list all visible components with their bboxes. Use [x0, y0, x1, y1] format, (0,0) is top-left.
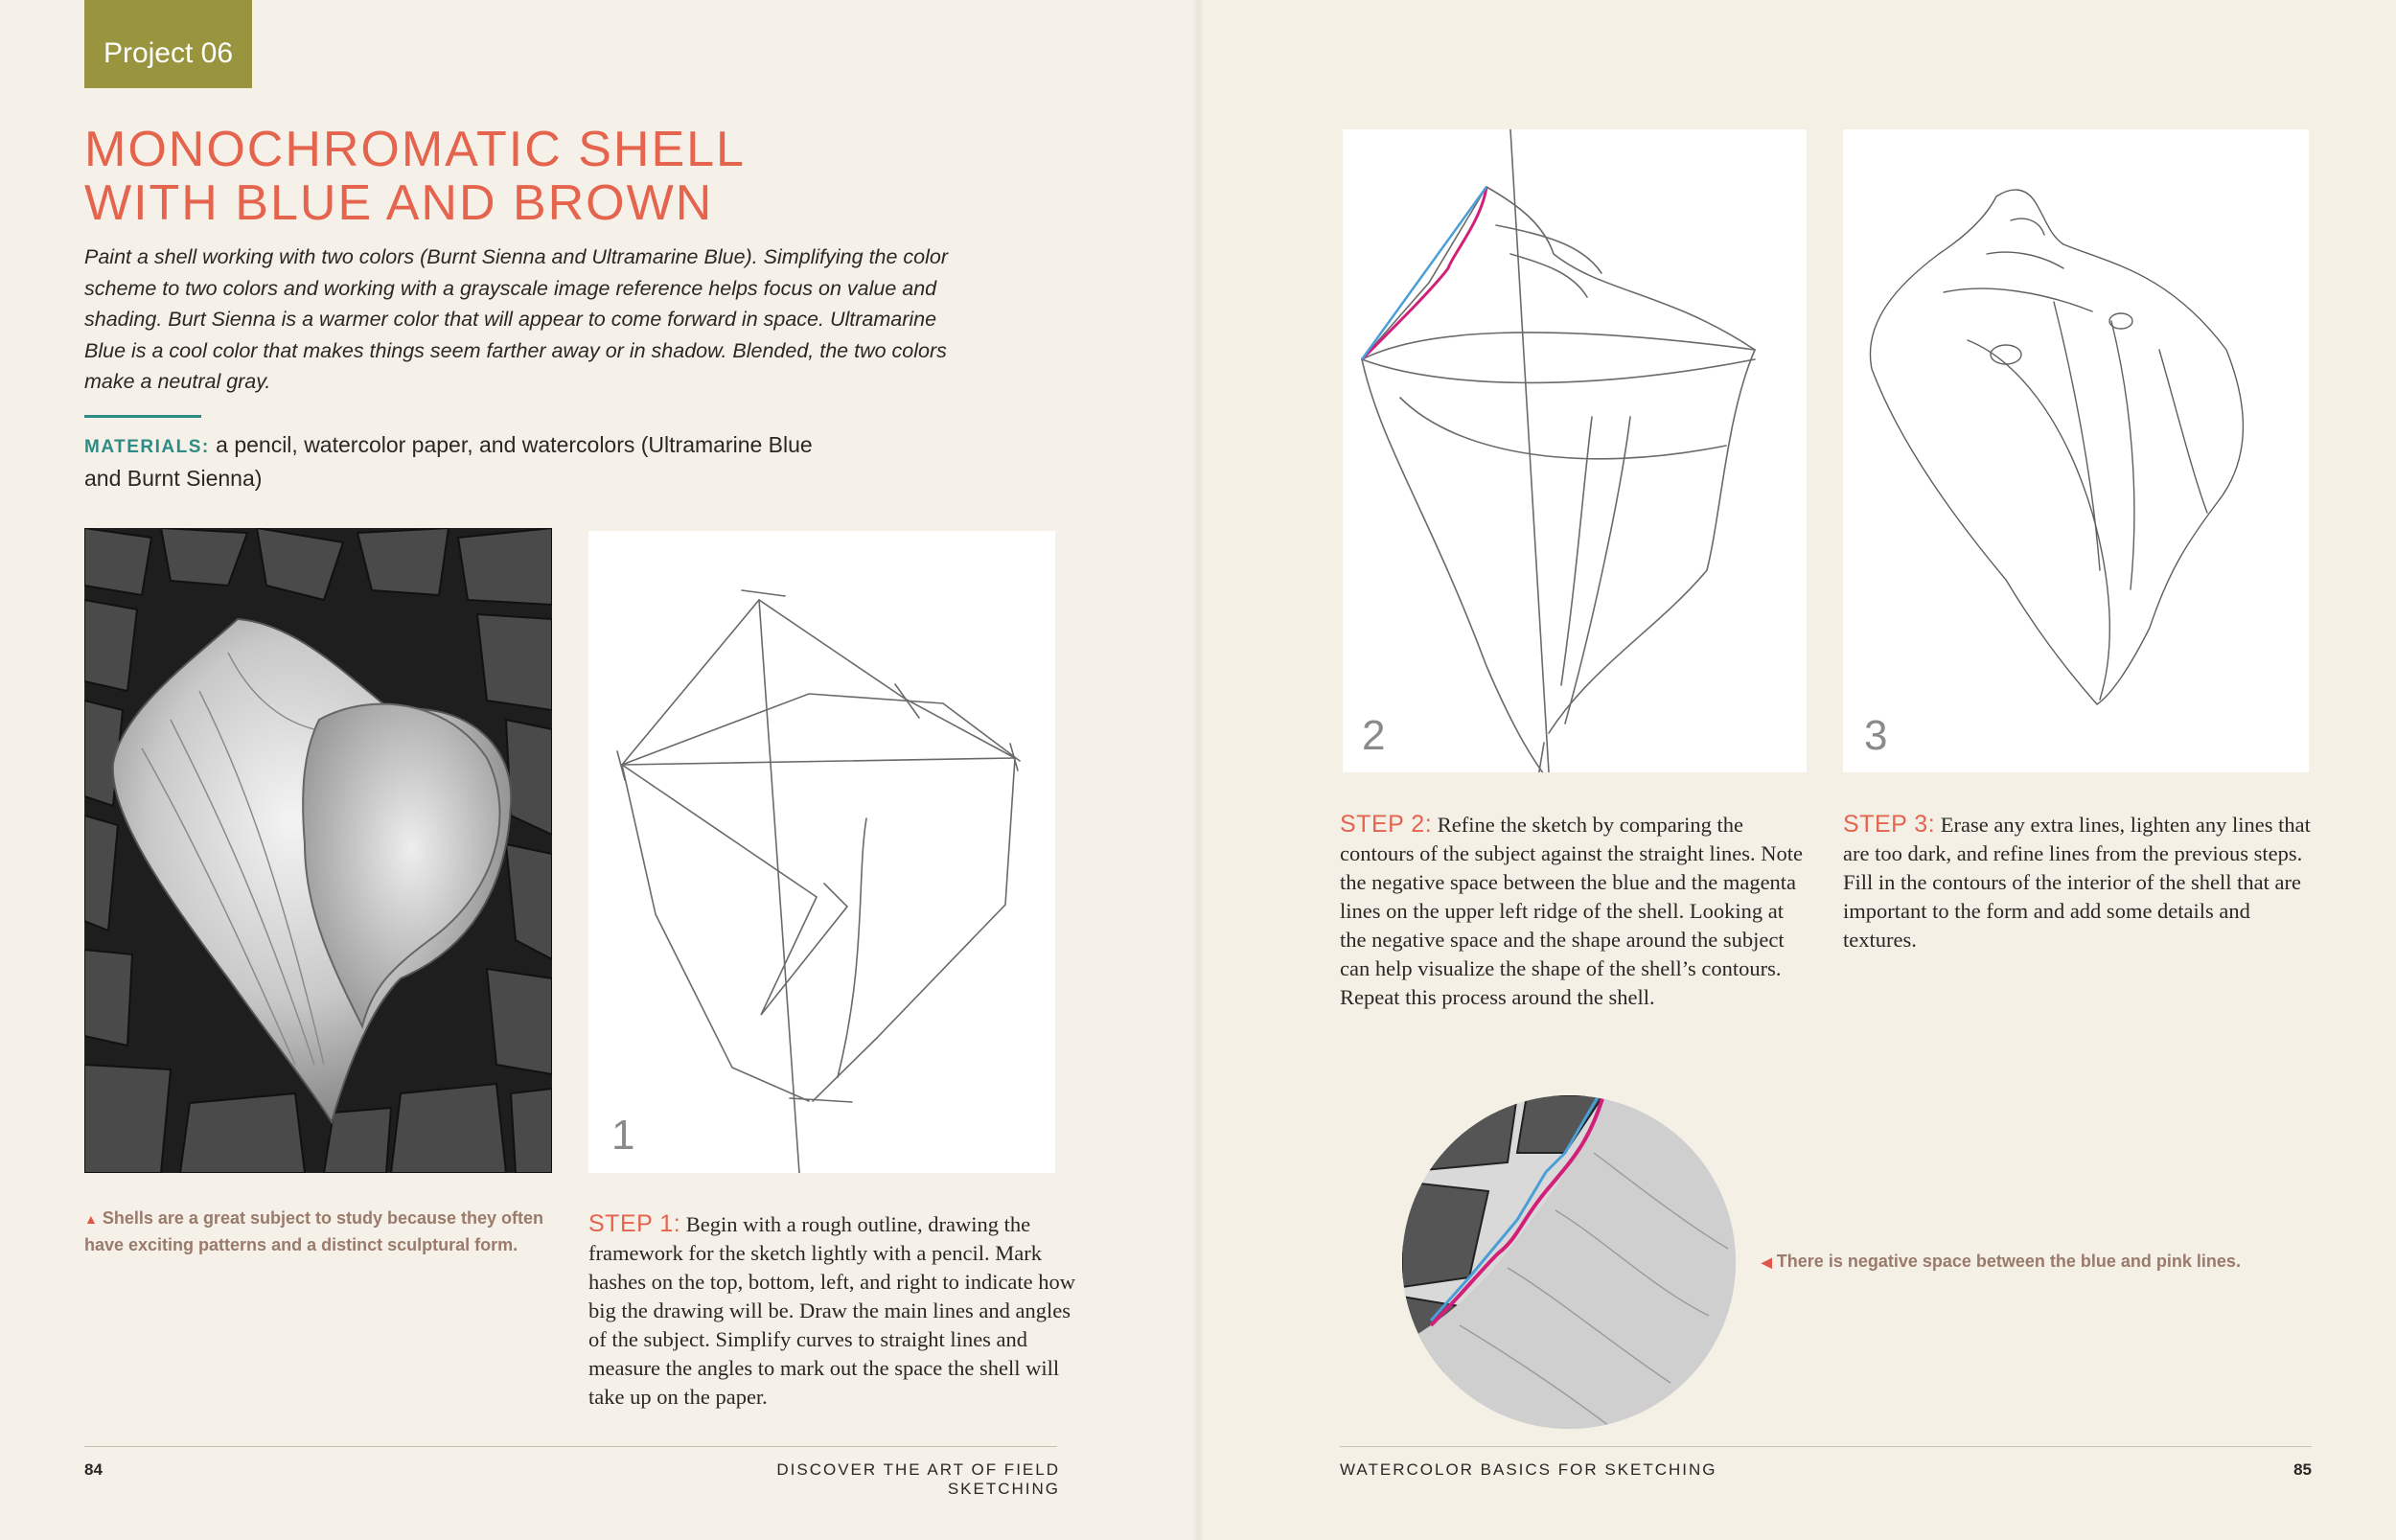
step-3-text: Erase any extra lines, lighten any lines that are too dark, and refine lines from the previous steps. Fill in the contours of the interior of the shell that are important to the form and add some details and textures.: [1843, 813, 2311, 952]
right-running-head: WATERCOLOR BASICS FOR SKETCHING: [1340, 1460, 1717, 1479]
photo-caption: [84, 1206, 564, 1258]
circle-caption-text: There is negative space between the blue and pink lines.: [1776, 1252, 2241, 1271]
sketch-panel-3: [1843, 129, 2309, 772]
sketch-step-1-drawing: [588, 531, 1055, 1173]
step-2-paragraph: [1340, 810, 1809, 1012]
materials-text: a pencil, watercolor paper, and watercolors (Ultramarine Blue and Burnt Sienna): [84, 432, 813, 491]
left-running-head: DISCOVER THE ART OF FIELD SKETCHING: [776, 1460, 1060, 1498]
sketch-panel-1: [588, 531, 1055, 1173]
caption-triangle-icon: ▲: [84, 1211, 98, 1227]
materials-label: MATERIALS:: [84, 437, 210, 457]
book-gutter: [1192, 0, 1204, 1540]
detail-circle-photo: [1402, 1095, 1736, 1429]
sketch-step-2-drawing: [1343, 129, 1807, 772]
step-3-paragraph: [1843, 810, 2322, 954]
panel-3-number: 3: [1864, 712, 1888, 759]
title-line-2: WITH BLUE AND BROWN: [84, 175, 714, 231]
title-line-1: MONOCHROMATIC SHELL: [84, 122, 746, 177]
right-folio: 85: [2293, 1460, 2312, 1479]
step-1-label: STEP 1:: [588, 1210, 681, 1237]
left-folio: 84: [84, 1460, 103, 1479]
sketch-panel-2: [1343, 129, 1807, 772]
panel-1-number: 1: [611, 1112, 635, 1159]
intro-part-2: Burnt Sienna and Ultramarine Blue: [426, 245, 746, 268]
shell-photo-illustration: [84, 528, 552, 1173]
project-tag: Project 06: [84, 0, 252, 88]
step-2-label: STEP 2:: [1340, 811, 1433, 838]
step-2-text: Refine the sketch by comparing the contours of the subject against the straight lines. Note the negative space between the blue and the magenta lines on the upper left ridge of the shell. Looking at the negative space and the shape around the subject can help visualize the shape of the shell’s contours. Repeat this process around the shell.: [1340, 813, 1804, 1009]
step-3-label: STEP 3:: [1843, 811, 1936, 838]
panel-2-number: 2: [1362, 712, 1386, 759]
left-footer-rule: [84, 1446, 1057, 1447]
detail-circle-illustration: [1402, 1095, 1736, 1429]
photo-caption-text: Shells are a great subject to study because they often have exciting patterns and a distinct sculptural form.: [84, 1208, 544, 1254]
materials-paragraph: [84, 429, 851, 494]
intro-paragraph: [84, 241, 952, 398]
page-title: [84, 123, 947, 230]
sketch-step-3-drawing: [1843, 129, 2309, 772]
circle-caption: [1762, 1249, 2298, 1276]
step-1-text: Begin with a rough outline, drawing the framework for the sketch lightly with a pencil. Mark hashes on the top, bottom, left, and right to indicate how big the drawing will be. Draw the main lines and angles of the subject. Simplify curves to straight lines and measure the angles to mark out the space the shell will take up on the paper.: [588, 1212, 1076, 1409]
caption-left-triangle-icon: ◀: [1762, 1254, 1772, 1270]
right-footer-rule: [1340, 1446, 2312, 1447]
section-rule: [84, 415, 201, 418]
step-1-paragraph: [588, 1209, 1077, 1412]
intro-part-1: Paint a shell working with two colors (: [84, 245, 427, 268]
shell-photo: [84, 528, 552, 1173]
intro-part-3: ). Simplifying the color scheme to two colors and working with a grayscale image reference helps focus on value and shading. Burt Sienna is a warmer color that will appear to come forward in space. Ultramarine Blue is a cool color that makes things seem farther away or in shadow. Blended, the two colors make a neutral gray.: [84, 245, 949, 393]
